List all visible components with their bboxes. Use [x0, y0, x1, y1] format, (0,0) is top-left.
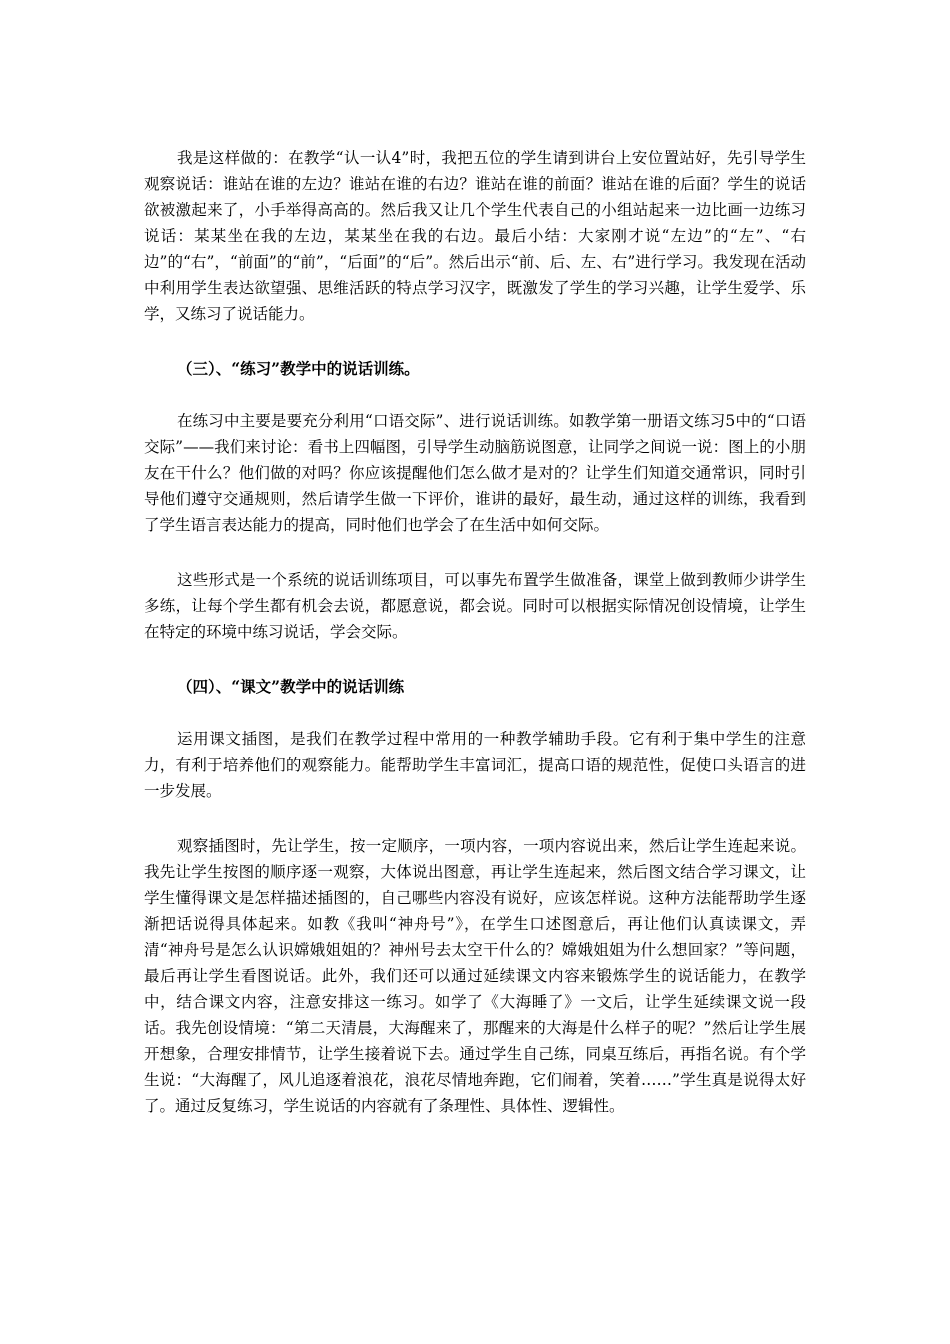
- section-heading-practice: （三）、“练习”教学中的说话训练。: [177, 359, 420, 378]
- spacer: [144, 327, 806, 356]
- spacer: [144, 804, 806, 833]
- paragraph-left-right-practice: 我是这样做的：在教学“认一认4”时，我把五位的学生请到讲台上安位置站好，先引导学生观察说话：谁站在谁的左边？谁站在谁的右边？谁站在谁的前面？谁站在谁的后面？学生的说话欲被激起来了，小手举得高高的。然后我又让几个学生代表自己的小组站起来一边比画一边练习说话：某某坐在我的左边，某某坐在我的右边。最后小结：大家刚才说“左边”的“左”、“右边”的“右”，“前面”的“前”，“后面”的“后”。然后出示“前、后、左、右”进行学习。我发现在活动中利用学生表达欲望强、思维活跃的特点学习汉字，既激发了学生的学习兴趣，让学生爱学、乐学，又练习了说话能力。: [144, 149, 806, 323]
- paragraph-training-forms: 这些形式是一个系统的说话训练项目，可以事先布置学生做准备，课堂上做到教师少讲学生多练，让每个学生都有机会去说，都愿意说，都会说。同时可以根据实际情况创设情境，让学生在特定的环境中练习说话，学会交际。: [144, 571, 806, 641]
- spacer: [144, 645, 806, 674]
- section-heading-text-lesson: （四）、“课文”教学中的说话训练: [177, 677, 405, 696]
- spacer: [144, 538, 806, 567]
- paragraph-illustrations: 运用课文插图，是我们在教学过程中常用的一种教学辅助手段。它有利于集中学生的注意力，有利于培养他们的观察能力。能帮助学生丰富词汇，提高口语的规范性，促使口头语言的进一步发展。: [144, 730, 806, 800]
- paragraph-observing-illustrations: 观察插图时，先让学生，按一定顺序，一项内容，一项内容说出来，然后让学生连起来说。我先让学生按图的顺序逐一观察，大体说出图意，再让学生连起来，然后图文结合学习课文，让学生懂得课文是怎样描述插图的，自己哪些内容没有说好，应该怎样说。这种方法能帮助学生逐渐把话说得具体起来。如教《我叫“神舟号”》，在学生口述图意后，再让他们认真读课文，弄清“神舟号是怎么认识嫦娥姐姐的？神州号去太空干什么的？嫦娥姐姐为什么想回家？”等问题，最后再让学生看图说话。此外，我们还可以通过延续课文内容来锻炼学生的说话能力，在教学中，结合课文内容，注意安排这一练习。如学了《大海睡了》一文后，让学生延续课文说一段话。我先创设情境：“第二天清晨，大海醒来了，那醒来的大海是什么样子的呢？”然后让学生展开想象，合理安排情节，让学生接着说下去。通过学生自己练，同桌互练后，再指名说。有个学生说：“大海醒了，风儿追逐着浪花，浪花尽情地奔跑，它们闹着，笑着……”学生真是说得太好了。通过反复练习，学生说话的内容就有了条理性、具体性、逻辑性。: [144, 837, 806, 1115]
- spacer: [144, 700, 806, 726]
- document-body: [144, 145, 806, 1119]
- spacer: [144, 382, 806, 408]
- paragraph-oral-communication: 在练习中主要是要充分利用“口语交际”、进行说话训练。如教学第一册语文练习5中的“口语交际”——我们来讨论：看书上四幅图，引导学生动脑筋说图意，让同学之间说一说：图上的小朋友在干什么？他们做的对吗？你应该提醒他们怎么做才是对的？让学生们知道交通常识，同时引导他们遵守交通规则，然后请学生做一下评价，谁讲的最好，最生动，通过这样的训练，我看到了学生语言表达能力的提高，同时他们也学会了在生活中如何交际。: [144, 412, 806, 534]
